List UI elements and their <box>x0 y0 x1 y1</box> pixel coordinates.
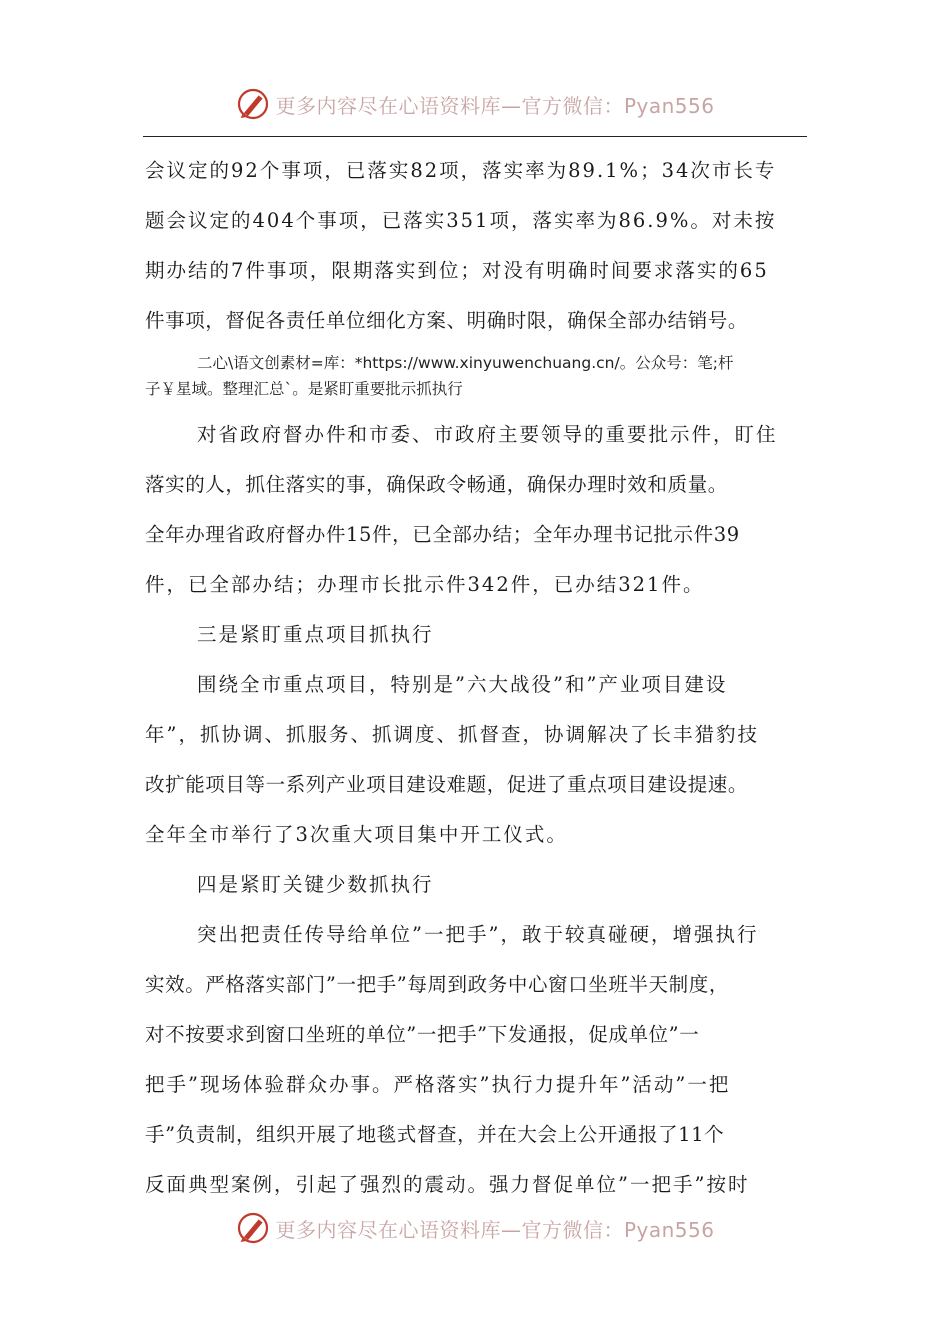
section-heading-key-projects: 三是紧盯重点项目抓执行 <box>197 623 434 646</box>
text-line: 对不按要求到窗口坐班的单位”一把手”下发通报，促成单位”一 <box>145 1023 700 1046</box>
text-line: 题会议定的404个事项，已落实351项，落实率为86.9%。对未按 <box>145 209 777 232</box>
paragraph-key-projects <box>145 660 810 860</box>
header-banner <box>0 84 950 124</box>
text-line: 会议定的92个事项，已落实82项，落实率为89.1%；34次市长专 <box>145 159 777 182</box>
text-line: 对省政府督办件和市委、市政府主要领导的重要批示件，盯住 <box>197 423 778 446</box>
text-line: 件事项，督促各责任单位细化方案、明确时限，确保全部办结销号。 <box>145 309 749 332</box>
paragraph-instructions <box>145 410 810 610</box>
header-banner-text: 更多内容尽在心语资料库—官方微信：Pyan556 <box>275 93 715 118</box>
pen-logo-icon <box>235 86 271 122</box>
text-line: 二心\语文创素材=库：*https://www.xinyuwenchuang.cn/。公众号：笔;杆 <box>197 354 734 372</box>
text-line: 落实的人，抓住落实的事，确保政令畅通，确保办理时效和质量。 <box>145 473 728 496</box>
text-line: 改扩能项目等一系列产业项目建设难题，促进了重点项目建设提速。 <box>145 773 749 796</box>
section-heading-key-minority: 四是紧盯关键少数抓执行 <box>197 873 434 896</box>
paragraph-key-minority <box>145 910 810 1210</box>
text-line: 期办结的7件事项，限期落实到位；对没有明确时间要求落实的65 <box>145 259 769 282</box>
pen-logo-icon <box>235 1210 271 1246</box>
text-line: 手”负责制，组织开展了地毯式督查，并在大会上公开通报了11个 <box>145 1123 725 1146</box>
text-line: 反面典型案例，引起了强烈的震动。强力督促单位”一把手”按时 <box>145 1173 750 1196</box>
footer-banner <box>0 1208 950 1248</box>
text-line: 年”，抓协调、抓服务、抓调度、抓督查，协调解决了长丰猎豹技 <box>145 723 759 746</box>
header-divider <box>143 136 807 137</box>
text-line: 子￥星域。整理汇总`。是紧盯重要批示抓执行 <box>145 380 463 398</box>
watermark-mixed-text <box>145 350 810 402</box>
text-line: 实效。严格落实部门”一把手”每周到政务中心窗口坐班半天制度， <box>145 973 729 996</box>
text-line: 件，已全部办结；办理市长批示件342件，已办结321件。 <box>145 573 705 596</box>
paragraph-meeting-items <box>145 146 810 346</box>
text-line: 全年全市举行了3次重大项目集中开工仪式。 <box>145 823 568 846</box>
document-body <box>145 146 810 1210</box>
text-line: 全年办理省政府督办件15件，已全部办结；全年办理书记批示件39 <box>145 523 740 546</box>
footer-banner-text: 更多内容尽在心语资料库—官方微信：Pyan556 <box>275 1217 715 1242</box>
text-line: 围绕全市重点项目，特别是”六大战役”和”产业项目建设 <box>197 673 728 696</box>
text-line: 突出把责任传导给单位”一把手”，敢于较真碰硬，增强执行 <box>197 923 759 946</box>
text-line: 把手”现场体验群众办事。严格落实”执行力提升年”活动”一把 <box>145 1073 731 1096</box>
